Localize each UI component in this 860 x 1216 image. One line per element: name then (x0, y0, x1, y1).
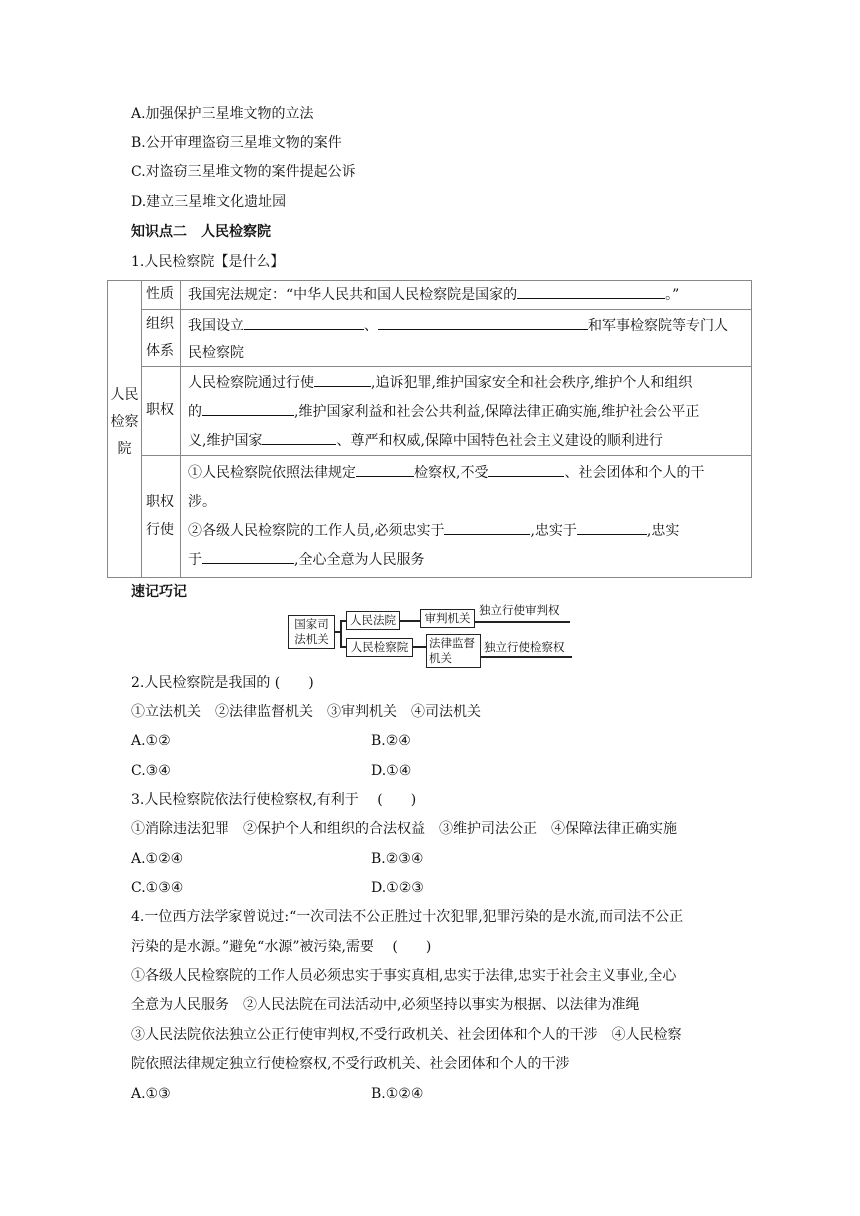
q4-option-b: B.①②④ (371, 1086, 424, 1102)
option-b: B.公开审理盗窃三星堆文物的案件 (131, 135, 342, 151)
subheading-what-is: 1.人民检察院【是什么】 (131, 254, 285, 270)
row-label-exercise: 职权 行使 (146, 494, 174, 538)
q4-item1-line2: 全意为人民服务 ②人民法院在司法活动中,必须坚持以事实为根据、以法律为准绳 (131, 997, 640, 1013)
q3-items: ①消除违法犯罪 ②保护个人和组织的合法权益 ③维护司法公正 ④保障法律正确实施 (131, 821, 677, 837)
q3-option-d: D.①②③ (371, 880, 424, 896)
q2-stem: 2.人民检察院是我国的 ( ) (131, 675, 314, 691)
option-d: D.建立三星堆文化遗址园 (131, 194, 287, 210)
q3-option-b: B.②③④ (371, 851, 424, 867)
q4-item1-line1: ①各级人民检察院的工作人员必须忠实于事实真相,忠实于法律,忠实于社会主义事业,全心 (131, 968, 677, 984)
q2-option-a: A.①② (131, 733, 171, 749)
row-label-powers: 职权 (146, 402, 174, 418)
court-power-text: 独立行使审判权 (479, 603, 560, 617)
q2-items: ①立法机关 ②法律监督机关 ③审判机关 ④司法机关 (131, 704, 481, 720)
root-box: 国家司 法机关 (288, 615, 335, 649)
proc-power-text: 独立行使检察权 (484, 640, 565, 654)
q2-option-b: B.②④ (371, 733, 411, 749)
court-role-box: 审判机关 (420, 609, 475, 628)
q3-option-c: C.①③④ (131, 880, 184, 896)
q3-stem: 3.人民检察院依法行使检察权,有利于 ( ) (131, 792, 417, 808)
procuratorate-box: 人民检察院 (346, 638, 413, 657)
q2-option-c: C.③④ (131, 763, 171, 779)
q4-stem-line1: 4.一位西方法学家曾说过:“一次司法不公正胜过十次犯罪,犯罪污染的是水流,而司法不公正 (131, 909, 684, 925)
q3-option-a: A.①②④ (131, 851, 184, 867)
row-exercise-content: ①人民检察院依照法律规定 检察权,不受 、社会团体和个人的干 涉。 ②各级人民检察院的工作人员,必须忠实于 ,忠实于 ,忠实 于 ,全心全意为人民服务 (188, 459, 704, 575)
q2-option-d: D.①④ (371, 763, 412, 779)
q4-stem-line2: 污染的是水源。”避免“水源”被污染,需要 ( ) (131, 939, 432, 955)
option-c: C.对盗窃三星堆文物的案件提起公诉 (131, 164, 356, 180)
row-label-organization: 组织 体系 (146, 316, 174, 359)
q4-item3-line2: 院依照法律规定独立行使检察权,不受行政机关、社会团体和个人的干涉 (131, 1056, 570, 1072)
q4-item3-line1: ③人民法院依法独立公正行使审判权,不受行政机关、社会团体和个人的干涉 ④人民检察 (131, 1027, 682, 1043)
row-powers-content: 人民检察院通过行使 ,追诉犯罪,维护国家安全和社会秩序,维护个人和组织 的 ,维护国家利益和社会公共利益,保障法律正确实施,维护社会公平正 义,维护国家 、尊严和权威,保障中国特色社会主义建设的顺利进行 (188, 369, 699, 456)
table-entity-label: 人民 检察 院 (110, 387, 139, 457)
row-organization-content: 我国设立 、 和军事检察院等专门人 民检察院 (188, 313, 728, 367)
option-a: A.加强保护三星堆文物的立法 (131, 106, 314, 122)
court-box: 人民法院 (346, 611, 400, 630)
proc-role-box: 法律监督 机关 (426, 634, 481, 668)
row-nature-content: 我国宪法规定：“中华人民共和国人民检察院是国家的 。” (188, 284, 679, 305)
mnemonic-heading: 速记巧记 (131, 584, 187, 600)
q4-option-a: A.①③ (131, 1086, 171, 1102)
procuratorate-table (107, 280, 752, 578)
section-heading: 知识点二 人民检察院 (131, 224, 271, 240)
row-label-nature: 性质 (146, 286, 174, 302)
